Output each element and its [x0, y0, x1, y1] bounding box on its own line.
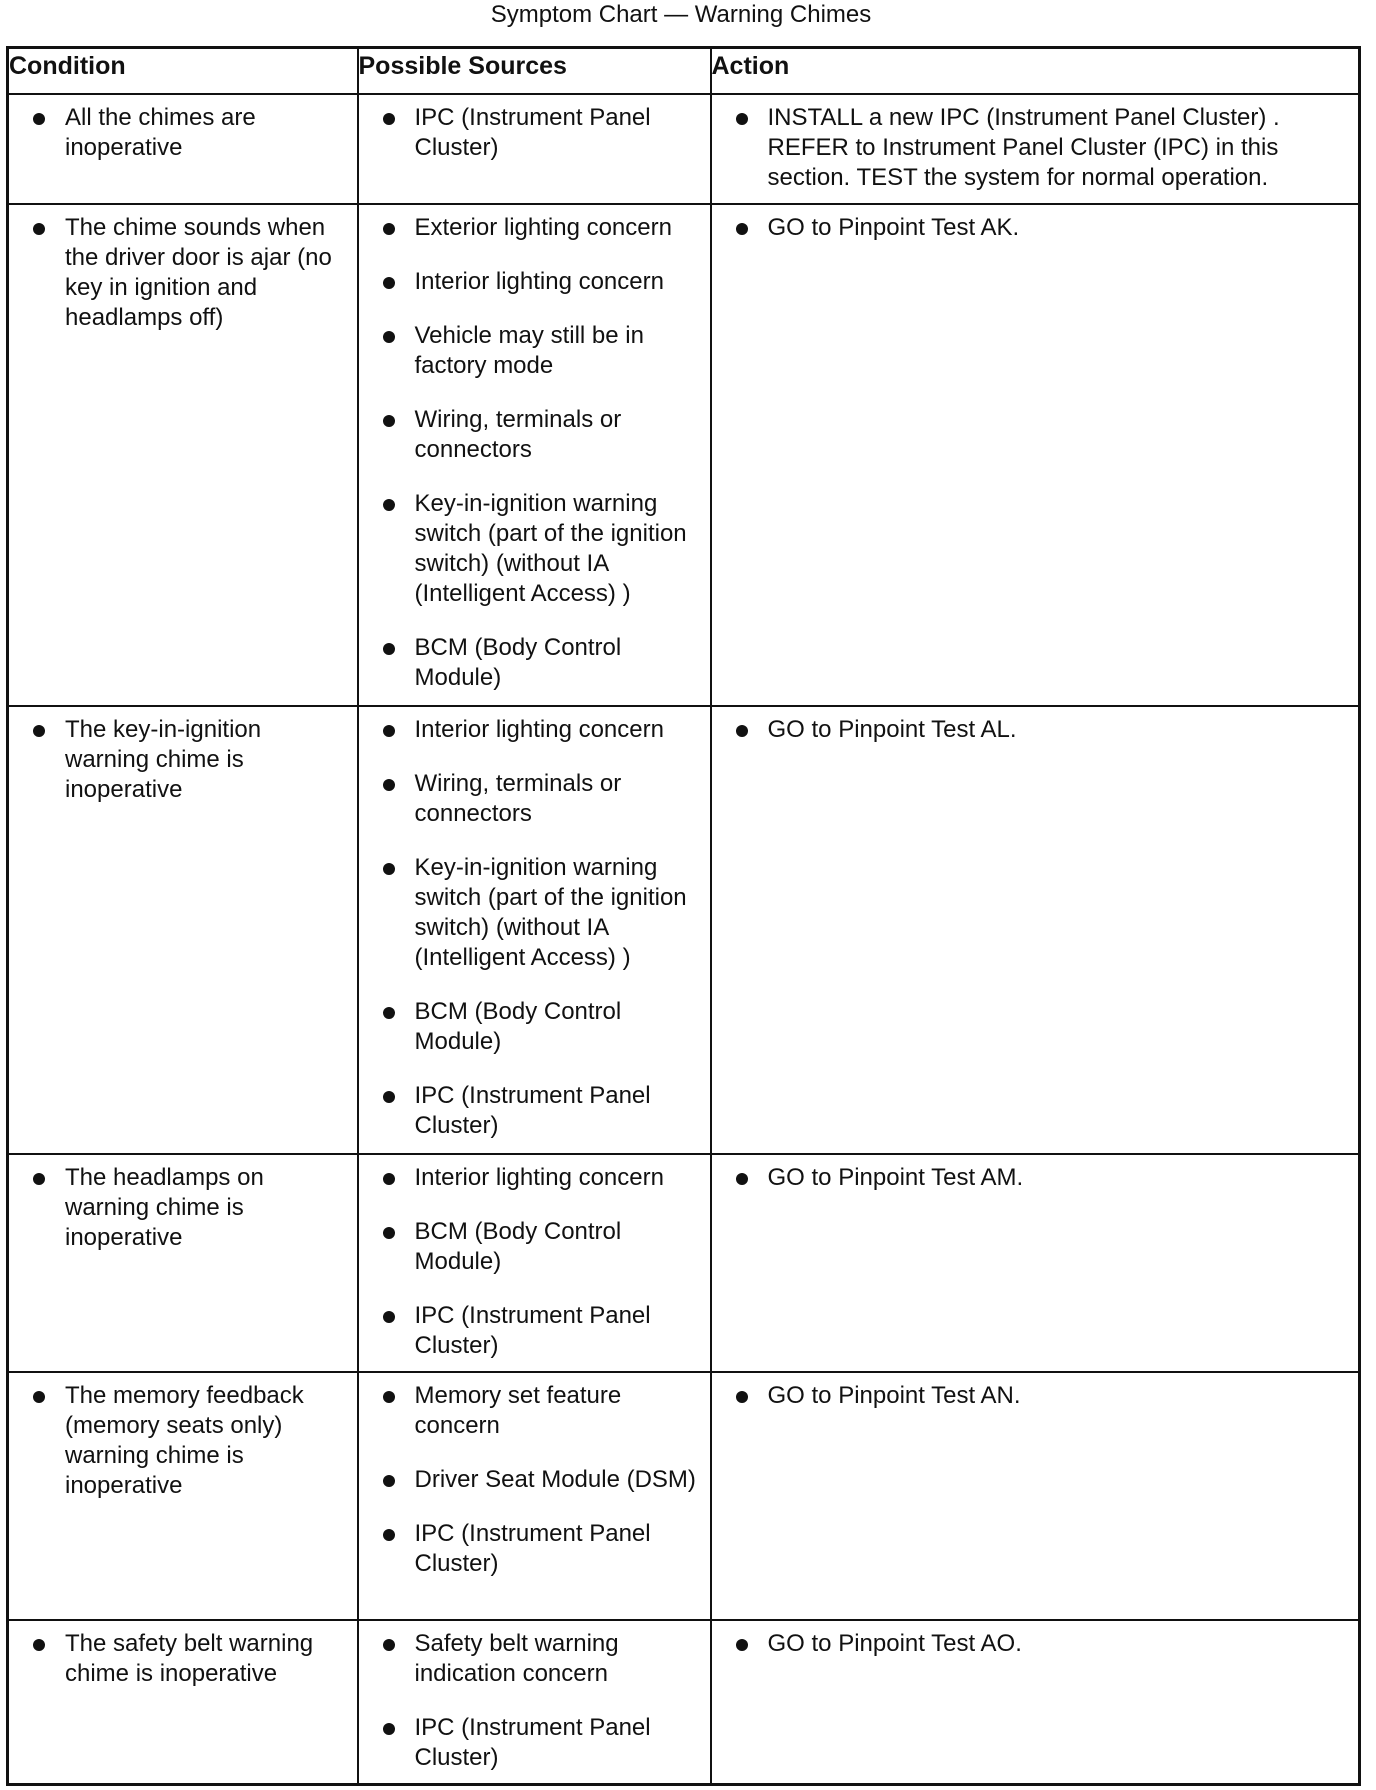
source-item: Interior lighting concern — [359, 267, 704, 297]
source-item: Memory set feature concern — [359, 1381, 704, 1441]
condition-cell — [8, 94, 358, 204]
sources-cell — [358, 204, 711, 706]
sources-cell — [358, 1372, 711, 1620]
source-item: IPC (Instrument Panel Cluster) — [359, 1081, 704, 1141]
action-cell — [711, 1620, 1360, 1785]
action-item: GO to Pinpoint Test AL. — [712, 715, 1353, 745]
sources-cell — [358, 94, 711, 204]
condition-cell — [8, 1372, 358, 1620]
source-item: Interior lighting concern — [359, 1163, 704, 1193]
table-row — [8, 204, 1360, 706]
header-condition: Condition — [8, 48, 358, 95]
sources-cell — [358, 706, 711, 1154]
source-item: Key-in-ignition warning switch (part of the ignition switch) (without IA (Intelligent Access) ) — [359, 853, 704, 973]
source-item: Wiring, terminals or connectors — [359, 405, 704, 465]
header-possible-sources: Possible Sources — [358, 48, 711, 95]
action-item: GO to Pinpoint Test AK. — [712, 213, 1353, 243]
condition-cell — [8, 1620, 358, 1785]
sources-cell — [358, 1154, 711, 1372]
source-item: Exterior lighting concern — [359, 213, 704, 243]
source-item: Key-in-ignition warning switch (part of the ignition switch) (without IA (Intelligent Access) ) — [359, 489, 704, 609]
action-cell — [711, 94, 1360, 204]
action-cell — [711, 1372, 1360, 1620]
source-item: Interior lighting concern — [359, 715, 704, 745]
condition-cell — [8, 706, 358, 1154]
source-item: BCM (Body Control Module) — [359, 633, 704, 693]
table-row — [8, 94, 1360, 204]
condition-item: The headlamps on warning chime is inoperative — [9, 1163, 351, 1253]
action-item: INSTALL a new IPC (Instrument Panel Cluster) . REFER to Instrument Panel Cluster (IPC) in this section. TEST the system for normal operation. — [712, 103, 1353, 193]
action-cell — [711, 1154, 1360, 1372]
action-cell — [711, 204, 1360, 706]
source-item: IPC (Instrument Panel Cluster) — [359, 103, 704, 163]
condition-cell — [8, 204, 358, 706]
action-item: GO to Pinpoint Test AM. — [712, 1163, 1353, 1193]
table-row — [8, 1620, 1360, 1785]
action-item: GO to Pinpoint Test AO. — [712, 1629, 1353, 1659]
source-item: IPC (Instrument Panel Cluster) — [359, 1713, 704, 1773]
condition-item: All the chimes are inoperative — [9, 103, 351, 163]
source-item: IPC (Instrument Panel Cluster) — [359, 1301, 704, 1361]
symptom-table — [6, 46, 1361, 1786]
sources-cell — [358, 1620, 711, 1785]
source-item: BCM (Body Control Module) — [359, 997, 704, 1057]
source-item: Vehicle may still be in factory mode — [359, 321, 704, 381]
condition-item: The memory feedback (memory seats only) warning chime is inoperative — [9, 1381, 351, 1501]
condition-item: The key-in-ignition warning chime is inoperative — [9, 715, 351, 805]
condition-cell — [8, 1154, 358, 1372]
source-item: Safety belt warning indication concern — [359, 1629, 704, 1689]
chart-title: Symptom Chart — Warning Chimes — [490, 1, 872, 28]
table-body — [8, 94, 1360, 1785]
condition-item: The safety belt warning chime is inoperative — [9, 1629, 351, 1689]
table-row — [8, 706, 1360, 1154]
table-row — [8, 1154, 1360, 1372]
action-cell — [711, 706, 1360, 1154]
condition-item: The chime sounds when the driver door is ajar (no key in ignition and headlamps off) — [9, 213, 351, 333]
action-item: GO to Pinpoint Test AN. — [712, 1381, 1353, 1411]
source-item: Driver Seat Module (DSM) — [359, 1465, 704, 1495]
source-item: IPC (Instrument Panel Cluster) — [359, 1519, 704, 1579]
table-row — [8, 1372, 1360, 1620]
header-action: Action — [711, 48, 1360, 95]
source-item: BCM (Body Control Module) — [359, 1217, 704, 1277]
header-row — [8, 48, 1360, 95]
source-item: Wiring, terminals or connectors — [359, 769, 704, 829]
